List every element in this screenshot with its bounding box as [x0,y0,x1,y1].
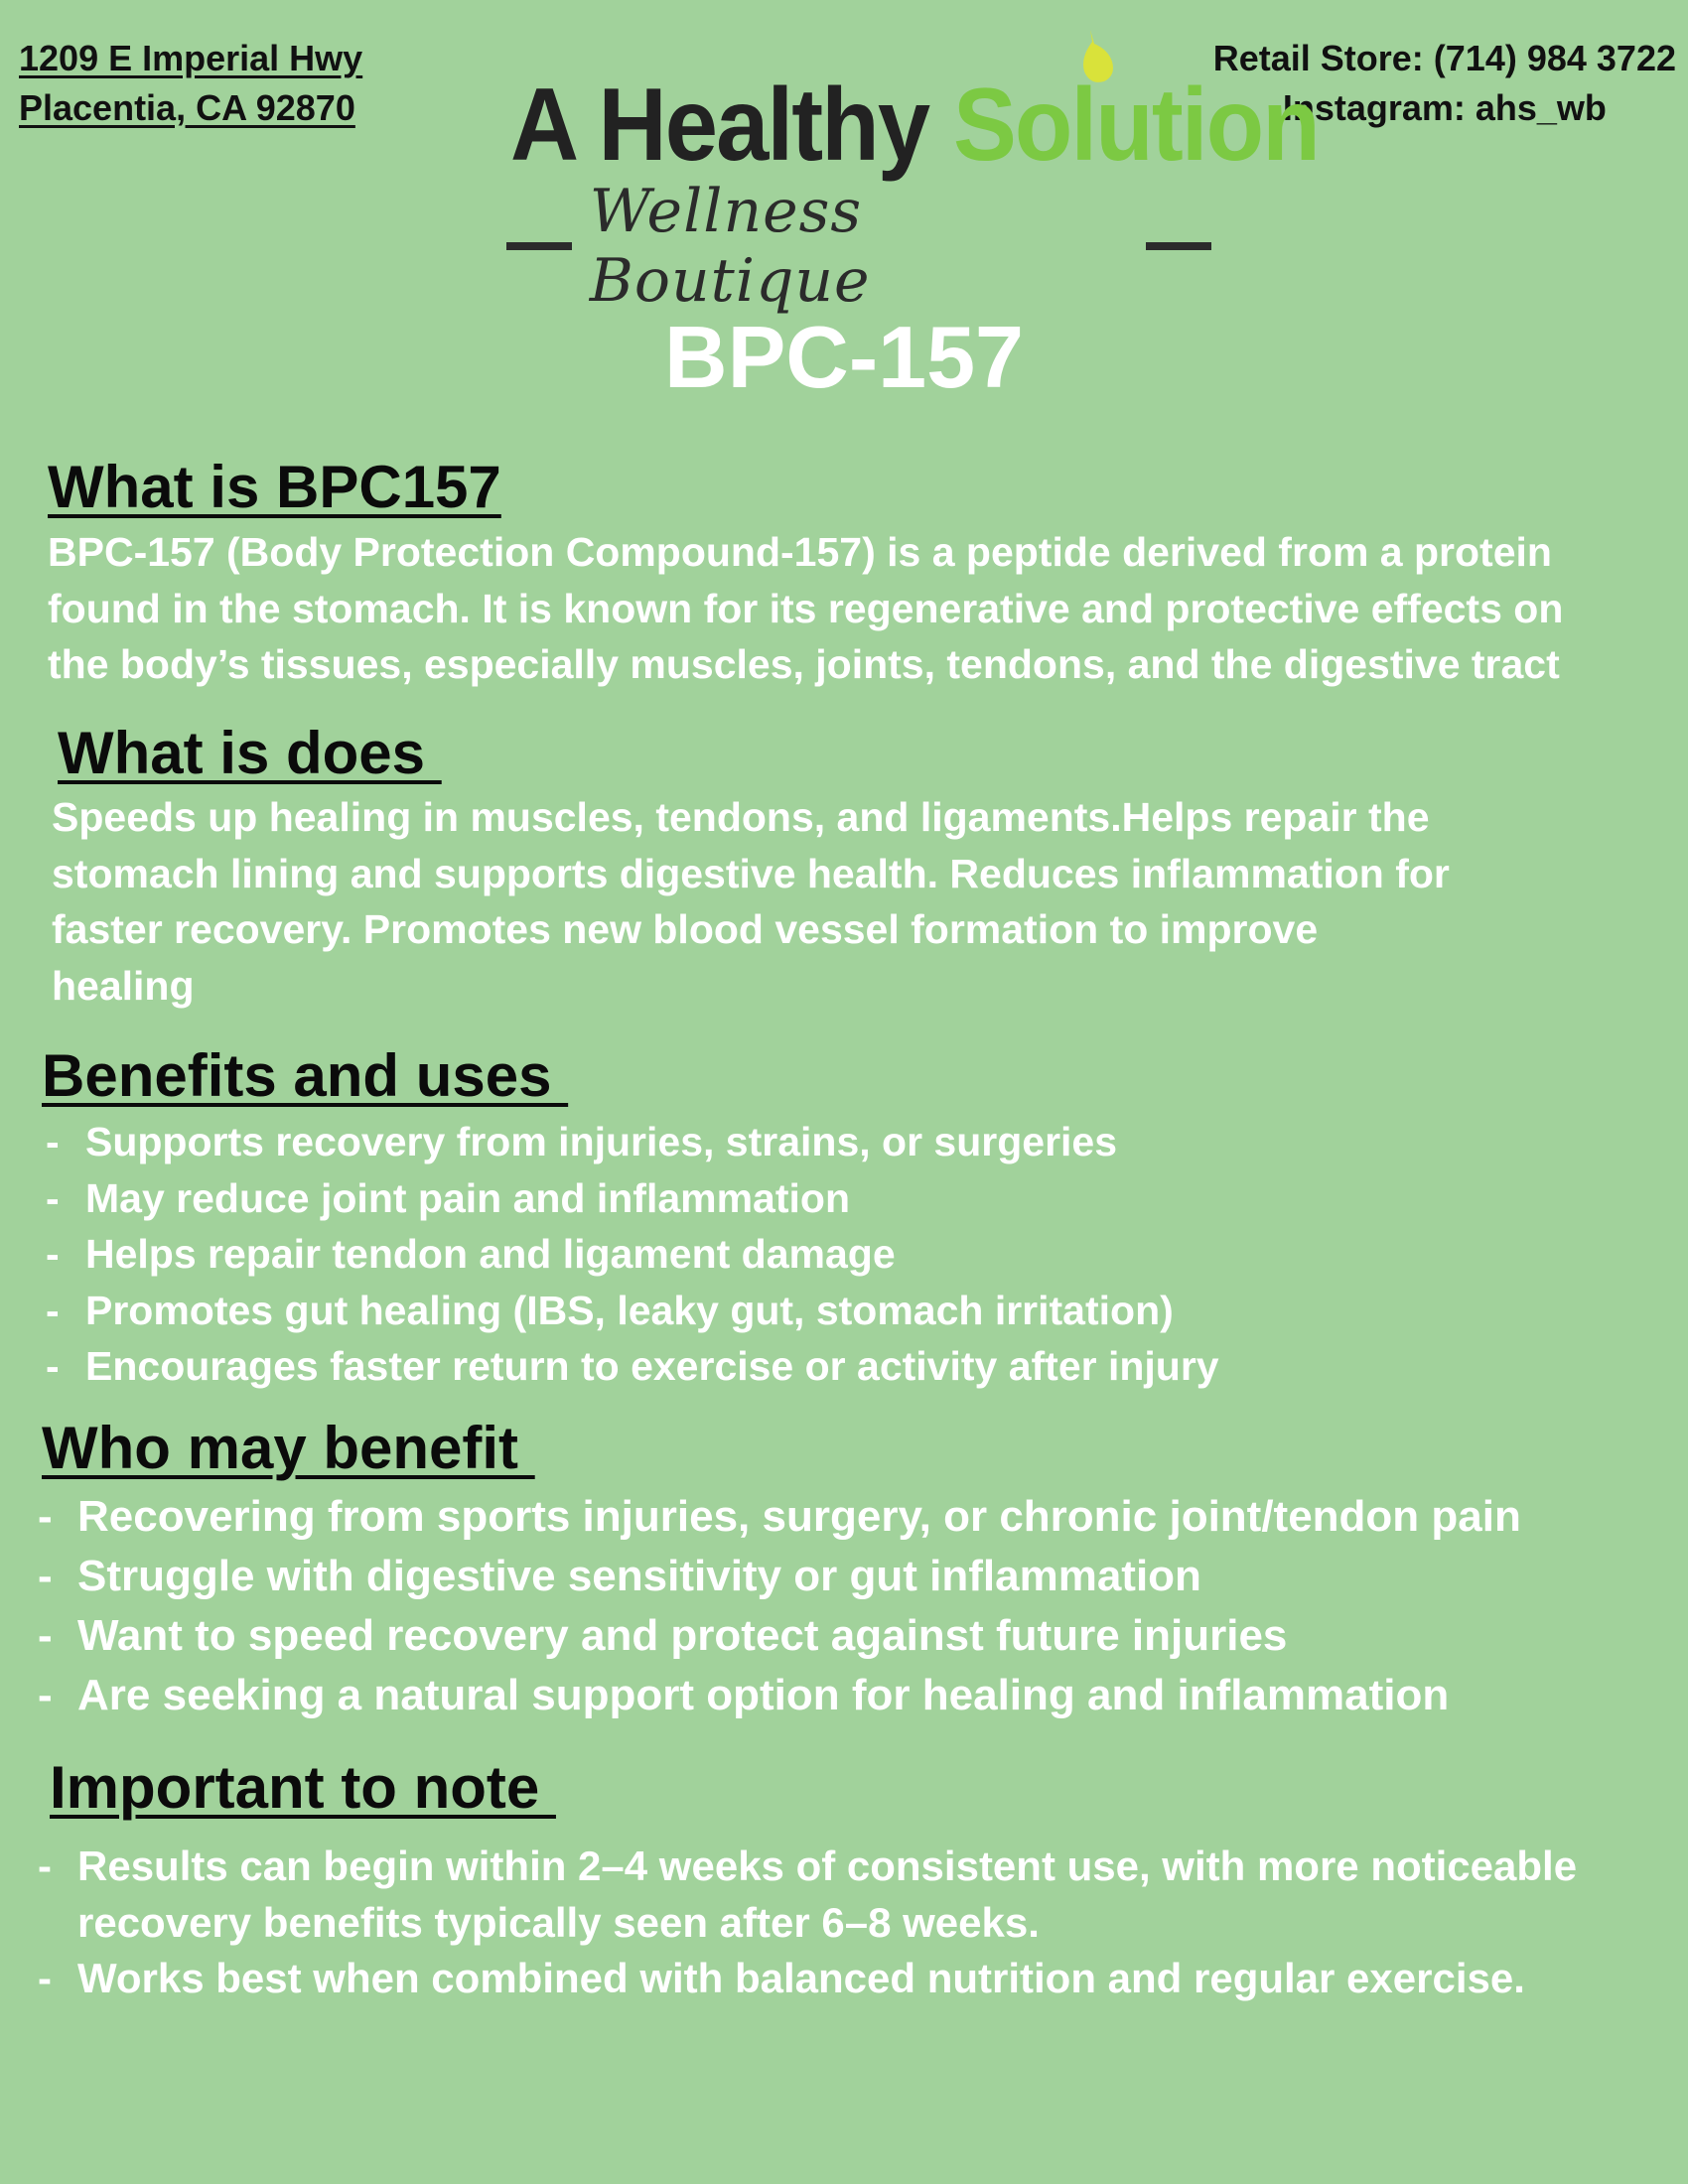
section-heading-what-does: What is does [58,720,442,786]
address-line-2[interactable]: Placentia, CA 92870 [19,87,355,128]
list-item [46,1283,1219,1339]
paragraph-line: BPC-157 (Body Protection Compound-157) is a peptide derived from a protein [48,529,1552,575]
paragraph-line: faster recovery. Promotes new blood vessel formation to improve [52,906,1319,952]
list-item [38,1547,1521,1606]
list-marker: - [38,1492,53,1541]
list-item [38,1487,1521,1547]
list-marker: - [46,1119,60,1164]
address-line-1[interactable]: 1209 E Imperial Hwy [19,38,363,78]
divider [1146,242,1211,250]
list-item [46,1226,1219,1283]
list-item [38,1666,1521,1725]
benefits-list [46,1114,1219,1395]
list-marker: - [38,1843,52,1889]
paragraph-line: the body’s tissues, especially muscles, joints, tendons, and the digestive tract [48,641,1560,687]
list-item-text: Encourages faster return to exercise or activity after injury [85,1343,1219,1389]
brand-logo [506,28,1319,316]
list-item [46,1170,1219,1227]
list-item [46,1114,1219,1170]
section-heading-note: Important to note [50,1754,556,1821]
what-is-paragraph [48,524,1563,693]
list-item-text: May reduce joint pain and inflammation [85,1174,850,1221]
list-item-text: Results can begin within 2–4 weeks of consistent use, with more noticeable recovery benefits typically seen after 6–8 weeks. [77,1843,1578,1946]
section-heading-what-is: What is BPC157 [48,454,501,520]
list-item [38,1951,1666,2007]
divider [506,242,572,250]
paragraph-line: found in the stomach. It is known for its regenerative and protective effects on [48,585,1564,631]
paragraph-line: stomach lining and supports digestive health. Reduces inflammation for [52,850,1450,896]
list-item [38,1606,1521,1666]
note-list [38,1839,1666,2007]
list-item-text: Supports recovery from injuries, strains, or surgeries [85,1119,1118,1164]
list-item-text: Want to speed recovery and protect against future injuries [77,1611,1288,1660]
what-does-paragraph [52,789,1450,1014]
who-list [38,1487,1521,1725]
list-marker: - [38,1552,53,1600]
brand-word-a-healthy: A Healthy [510,68,929,183]
list-item-text: Works best when combined with balanced nutrition and regular exercise. [77,1955,1525,2001]
paragraph-line: Speeds up healing in muscles, tendons, and ligaments.Helps repair the [52,794,1430,840]
paragraph-line: healing [52,962,195,1009]
list-marker: - [46,1287,60,1333]
list-item-text: Struggle with digestive sensitivity or gut inflammation [77,1552,1201,1600]
list-marker: - [46,1174,60,1221]
page-title: BPC-157 [664,308,1024,406]
list-marker: - [38,1671,53,1719]
brand-name [510,66,1319,185]
list-item [38,1839,1666,1951]
brand-tagline: Wellness Boutique [589,177,871,316]
list-marker: - [46,1231,60,1277]
retail-phone: Retail Store: (714) 984 3722 [1212,38,1676,78]
list-item-text: Promotes gut healing (IBS, leaky gut, stomach irritation) [85,1287,1174,1333]
instagram-handle: Instagram: ahs_wb [1282,87,1607,128]
list-item-text: Recovering from sports injuries, surgery, or chronic joint/tendon pain [77,1492,1521,1541]
brand-word-solution: Solution [952,68,1319,183]
section-heading-who: Who may benefit [42,1415,535,1481]
store-address[interactable] [19,34,362,133]
list-item-text: Helps repair tendon and ligament damage [85,1231,896,1277]
list-marker: - [38,1955,52,2001]
list-item-text: Are seeking a natural support option for healing and inflammation [77,1671,1450,1719]
section-heading-benefits: Benefits and uses [42,1042,569,1109]
list-marker: - [38,1611,53,1660]
list-marker: - [46,1343,60,1389]
list-item [46,1338,1219,1395]
tagline-row [506,177,1211,316]
